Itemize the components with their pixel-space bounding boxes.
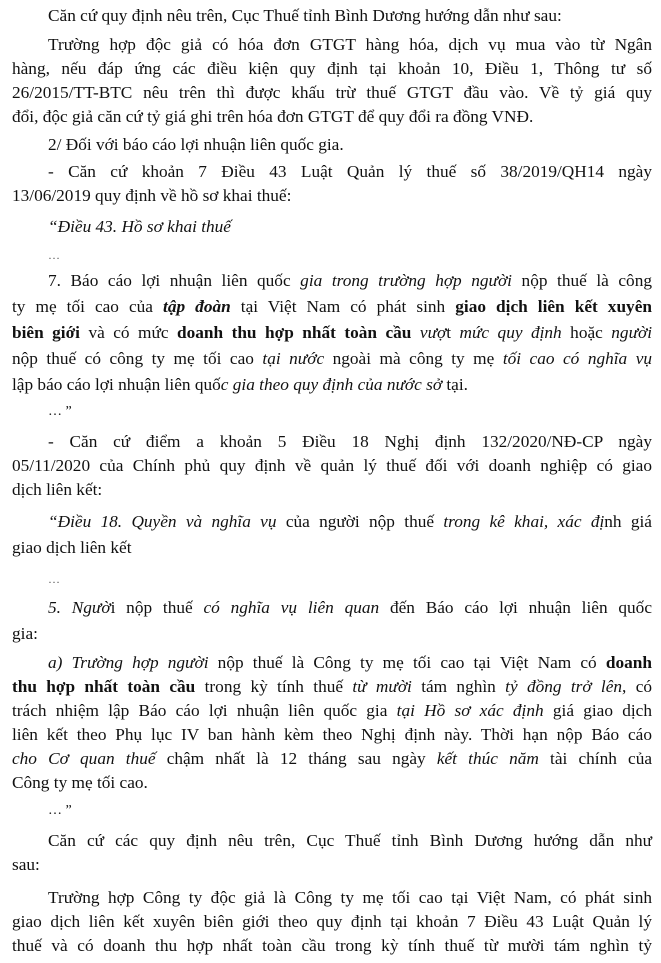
final-paragraph-line-2: giao dịch liên kết xuyên biên giới theo quy định tại khoản 7 Điều 43 Luật Quản lý [12,912,652,931]
quote-2-item-a-line-6: Công ty mẹ tối cao. [12,773,148,792]
quote-2-item-a-line-3: trách nhiệm lập Báo cáo lợi nhuận liên quốc gia tại Hồ sơ xác định giá giao dịch [12,701,652,720]
quote-2-item-5-line-2: gia: [12,624,38,643]
outro-paragraph-line-1: Căn cứ các quy định nêu trên, Cục Thuế tỉnh Bình Dương hướng dẫn như [48,831,652,850]
quote-1-item-7-line-1: 7. Báo cáo lợi nhuận liên quốc gia trong trường hợp người nộp thuế là công [48,271,652,290]
section-2-heading: 2/ Đối với báo cáo lợi nhuận liên quốc gia. [48,135,344,154]
final-paragraph-line-3: thuế và có doanh thu hợp nhất toàn cầu trong kỳ tính thuế từ mười tám nghìn tỷ [12,936,652,955]
quote-2-title-line-2: giao dịch liên kết [12,538,132,557]
quote-2-title-line-1: “Điều 18. Quyền và nghĩa vụ của người nộp thuế trong kê khai, xác định giá [48,512,652,531]
legal-reference-1-line-2: 13/06/2019 quy định về hồ sơ khai thuế: [12,186,292,205]
final-paragraph-line-1: Trường hợp Công ty độc giả là Công ty mẹ tối cao tại Việt Nam, có phát sinh [48,888,652,907]
quote-1-item-7-line-5: lập báo cáo lợi nhuận liên quốc gia theo quy định của nước sở tại. [12,375,468,394]
legal-reference-2-line-1: - Căn cứ điểm a khoản 5 Điều 18 Nghị định 132/2020/NĐ-CP ngày [48,432,652,451]
quote-1-title: “Điều 43. Hồ sơ khai thuế [48,217,231,236]
quote-2-item-a-line-2: thu hợp nhất toàn cầu trong kỳ tính thuế từ mười tám nghìn tỷ đồng trở lên, có [12,677,653,696]
quote-2-item-5-line-1: 5. Người nộp thuế có nghĩa vụ liên quan đến Báo cáo lợi nhuận liên quốc [48,598,652,617]
legal-reference-2-line-3: dịch liên kết: [12,480,103,499]
ellipsis: … [48,248,60,262]
quote-2-item-a-line-1: a) Trường hợp người nộp thuế là Công ty mẹ tối cao tại Việt Nam có doanh [48,653,652,672]
ellipsis-2: … [48,572,60,586]
answer-paragraph-line-2: hàng, nếu đáp ứng các điều kiện quy định tại khoản 10, Điều 1, Thông tư số [12,59,652,78]
answer-paragraph-line-4: đổi, độc giả căn cứ tỷ giá ghi trên hóa đơn GTGT để quy đổi ra đồng VNĐ. [12,107,534,126]
legal-reference-2-line-2: 05/11/2020 của Chính phủ quy định về quản lý thuế đối với doanh nghiệp có giao [12,456,652,475]
quote-1-item-7-line-2: ty mẹ tối cao của tập đoàn tại Việt Nam có phát sinh giao dịch liên kết xuyên [12,297,652,316]
legal-reference-1-line-1: - Căn cứ khoản 7 Điều 43 Luật Quản lý thuế số 38/2019/QH14 ngày [48,162,652,181]
ellipsis-close-quote-2: … ” [48,803,72,818]
outro-paragraph-line-2: sau: [12,855,40,874]
quote-2-item-a-line-5: cho Cơ quan thuế chậm nhất là 12 tháng sau ngày kết thúc năm tài chính của [12,749,653,768]
answer-paragraph-line-3: 26/2015/TT-BTC nêu trên thì được khấu trừ thuế GTGT đầu vào. Về tỷ giá quy [12,83,652,102]
quote-1-item-7-line-4: nộp thuế có công ty mẹ tối cao tại nước ngoài mà công ty mẹ tối cao có nghĩa vụ [12,349,653,368]
quote-2-item-a-line-4: liên kết theo Phụ lục IV ban hành kèm theo Nghị định này. Thời hạn nộp Báo cáo [12,725,652,744]
ellipsis-close-quote: … ” [48,404,72,419]
answer-paragraph-line-1: Trường hợp độc giả có hóa đơn GTGT hàng hóa, dịch vụ mua vào từ Ngân [48,35,652,54]
intro-paragraph: Căn cứ quy định nêu trên, Cục Thuế tỉnh Bình Dương hướng dẫn như sau: [48,6,562,25]
quote-1-item-7-line-3: biên giới và có mức doanh thu hợp nhất toàn cầu vượt mức quy định hoặc người [12,323,653,342]
